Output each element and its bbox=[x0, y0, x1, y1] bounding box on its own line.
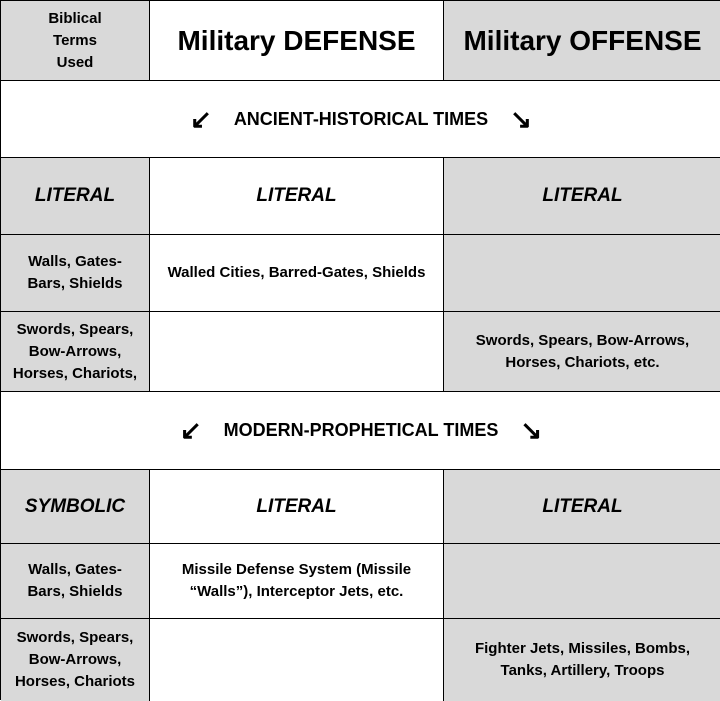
ancient-label-terms: LITERAL bbox=[1, 158, 150, 235]
ancient-banner-text: ANCIENT-HISTORICAL TIMES bbox=[233, 108, 489, 129]
modern-label-defense: LITERAL bbox=[150, 470, 444, 544]
modern-row2-offense: Fighter Jets, Missiles, Bombs, Tanks, Artillery, Troops bbox=[444, 619, 720, 701]
modern-banner bbox=[1, 392, 720, 470]
modern-label-offense: LITERAL bbox=[444, 470, 720, 544]
modern-label-terms: SYMBOLIC bbox=[1, 470, 150, 544]
ancient-row1-terms: Walls, Gates- Bars, Shields bbox=[1, 235, 150, 312]
ancient-row1-offense bbox=[444, 235, 720, 312]
modern-row2-terms: Swords, Spears, Bow-Arrows, Horses, Chariots bbox=[1, 619, 150, 701]
ancient-row2-terms: Swords, Spears, Bow-Arrows, Horses, Chariots, bbox=[1, 312, 150, 392]
ancient-banner bbox=[1, 81, 720, 158]
ancient-row2-offense: Swords, Spears, Bow-Arrows, Horses, Chariots, etc. bbox=[444, 312, 720, 392]
ancient-label-defense: LITERAL bbox=[150, 158, 444, 235]
modern-row1-offense bbox=[444, 544, 720, 619]
ancient-row2-defense bbox=[150, 312, 444, 392]
header-offense: Military OFFENSE bbox=[444, 1, 720, 81]
arrow-down-left-icon: ↙ bbox=[190, 103, 212, 134]
header-defense: Military DEFENSE bbox=[150, 1, 444, 81]
header-terms: Biblical Terms Used bbox=[1, 1, 150, 81]
modern-banner-text: MODERN-PROPHETICAL TIMES bbox=[223, 420, 499, 440]
arrow-down-right-icon: ↘ bbox=[520, 415, 543, 445]
arrow-down-left-icon: ↙ bbox=[179, 415, 202, 445]
arrow-down-right-icon: ↘ bbox=[510, 103, 532, 134]
modern-row1-terms: Walls, Gates- Bars, Shields bbox=[1, 544, 150, 619]
modern-row1-defense: Missile Defense System (Missile “Walls”), Interceptor Jets, etc. bbox=[150, 544, 444, 619]
ancient-label-offense: LITERAL bbox=[444, 158, 720, 235]
ancient-row1-defense: Walled Cities, Barred-Gates, Shields bbox=[150, 235, 444, 312]
modern-row2-defense bbox=[150, 619, 444, 701]
